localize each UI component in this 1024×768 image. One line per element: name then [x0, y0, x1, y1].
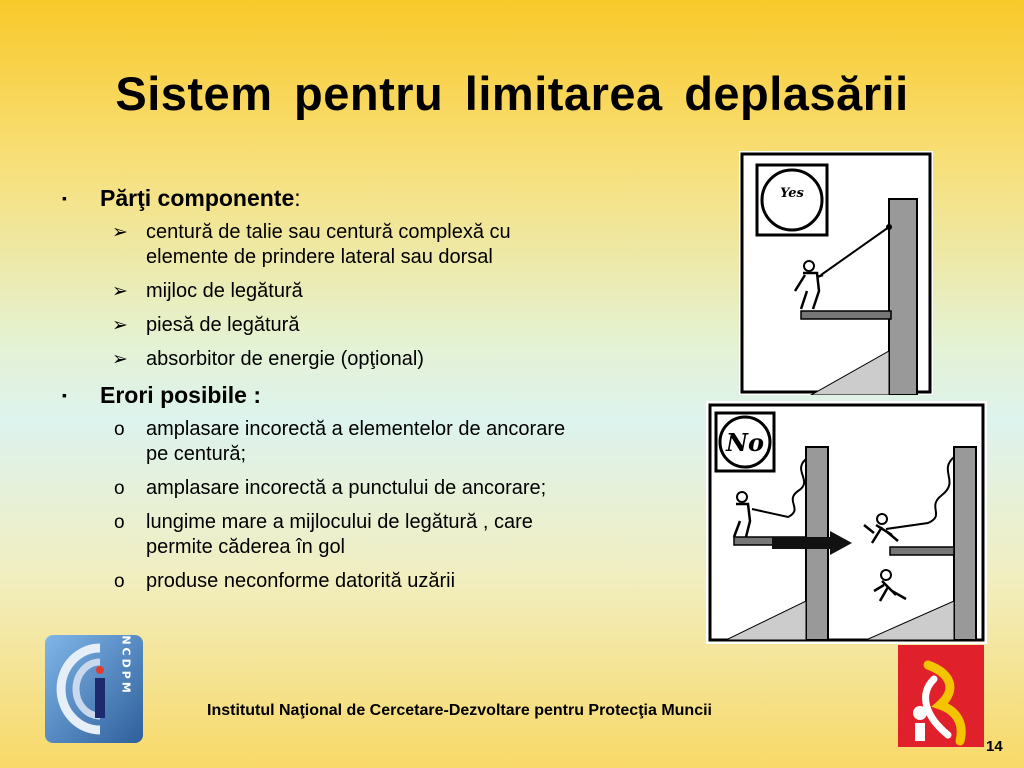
institute-logo-icon — [898, 645, 984, 747]
circle-bullet-icon: o — [114, 512, 125, 533]
errors-list — [60, 417, 700, 594]
illustration-incorrect — [706, 401, 987, 644]
section-errors — [60, 381, 700, 409]
footer-institution: Institutul Naţional de Cercetare-Dezvoltare pentru Protecţia Muncii — [207, 702, 712, 719]
section-label: Părţi componente — [100, 185, 295, 211]
list-item-line: pe centură; — [146, 443, 247, 465]
section-components — [60, 184, 700, 212]
square-bullet-icon: ▪ — [62, 387, 67, 403]
list-item-text: piesă de legătură — [146, 314, 300, 336]
list-item — [60, 220, 700, 270]
illustration-correct — [739, 151, 933, 395]
slide-content — [60, 184, 700, 603]
page-number: 14 — [986, 738, 1003, 755]
list-item — [60, 279, 700, 304]
components-list — [60, 220, 700, 372]
circle-bullet-icon: o — [114, 571, 125, 592]
list-item — [60, 569, 700, 594]
square-bullet-icon: ▪ — [62, 190, 67, 206]
logo-letters: INCDPM — [119, 634, 133, 696]
slide-title: Sistem pentru limitarea deplasării — [115, 67, 909, 120]
section-label: Erori posibile : — [100, 382, 262, 408]
arrow-bullet-icon: ➢ — [112, 349, 128, 370]
list-item-text: absorbitor de energie (opţional) — [146, 348, 424, 370]
circle-bullet-icon: o — [114, 419, 125, 440]
list-item-line: amplasare incorectă a elementelor de ancorare — [146, 418, 566, 440]
arrow-bullet-icon: ➢ — [112, 281, 128, 302]
list-item — [60, 476, 700, 501]
no-badge-text: No — [726, 428, 764, 457]
list-item-line: lungime mare a mijlocului de legătură , care — [146, 511, 533, 533]
list-item-line: permite căderea în gol — [146, 536, 346, 558]
incdpm-logo-icon — [44, 634, 144, 744]
list-item-line: elemente de prindere lateral sau dorsal — [146, 246, 493, 268]
list-item — [60, 417, 700, 467]
list-item — [60, 347, 700, 372]
list-item — [60, 313, 700, 338]
list-item — [60, 510, 700, 560]
list-item-line: centură de talie sau centură complexă cu — [146, 221, 511, 243]
incdpm-logo — [44, 634, 144, 744]
circle-bullet-icon: o — [114, 478, 125, 499]
institute-logo — [898, 645, 984, 747]
illustration-incorrect-drawing — [706, 401, 987, 644]
arrow-bullet-icon: ➢ — [112, 222, 128, 243]
yes-badge-text: Yes — [780, 186, 804, 201]
list-item-text: produse neconforme datorită uzării — [146, 570, 456, 592]
list-item-text: mijloc de legătură — [146, 280, 303, 302]
section-label-suffix: : — [294, 185, 301, 211]
list-item-text: amplasare incorectă a punctului de ancorare; — [146, 477, 547, 499]
illustration-correct-drawing — [739, 151, 933, 395]
arrow-bullet-icon: ➢ — [112, 315, 128, 336]
